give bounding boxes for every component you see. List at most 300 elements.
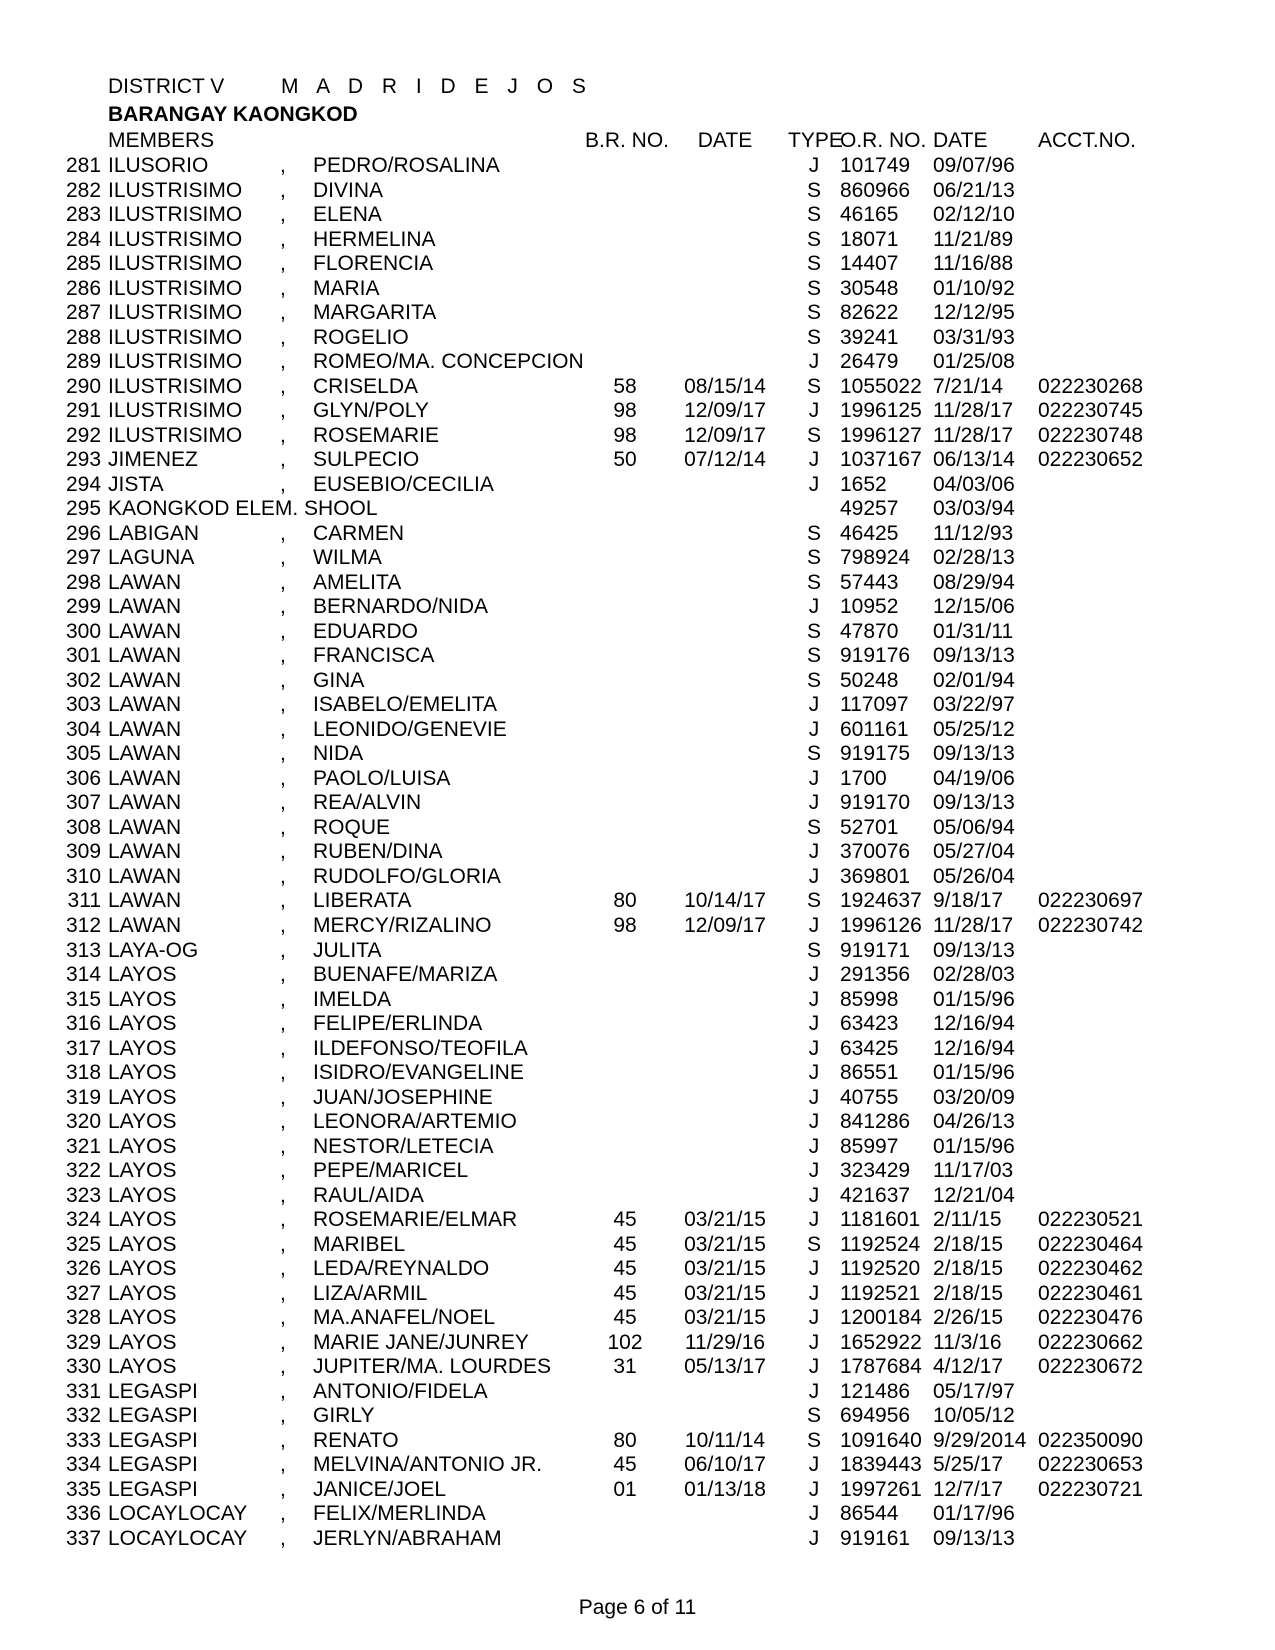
row-number: 306 bbox=[66, 766, 102, 790]
membership-type: J bbox=[808, 1306, 820, 1330]
row-number: 282 bbox=[66, 178, 102, 202]
last-name: LAYOS bbox=[108, 1257, 177, 1281]
last-name: LAYOS bbox=[108, 1110, 177, 1134]
membership-type: J bbox=[808, 1183, 820, 1207]
or-date: 11/3/16 bbox=[933, 1330, 1002, 1354]
membership-type: S bbox=[806, 570, 821, 594]
membership-type: J bbox=[808, 840, 820, 864]
or-date: 11/28/17 bbox=[933, 399, 1014, 423]
account-number: 022230721 bbox=[1038, 1477, 1144, 1501]
or-date: 02/01/94 bbox=[933, 668, 1015, 692]
or-number: 291356 bbox=[840, 963, 911, 987]
membership-type: J bbox=[808, 1526, 820, 1550]
last-name: LAYOS bbox=[108, 1208, 177, 1232]
or-number: 18071 bbox=[840, 227, 899, 251]
first-name: SULPECIO bbox=[313, 448, 420, 472]
or-date: 11/12/93 bbox=[933, 521, 1014, 545]
or-date: 01/17/96 bbox=[933, 1502, 1015, 1526]
last-name: LOCAYLOCAY bbox=[108, 1526, 248, 1550]
br-number: 58 bbox=[613, 374, 637, 398]
district-label: DISTRICT V bbox=[108, 75, 225, 98]
member-row bbox=[0, 1331, 1275, 1356]
or-number: 1091640 bbox=[840, 1428, 922, 1452]
row-number: 291 bbox=[66, 399, 102, 423]
member-row bbox=[0, 816, 1275, 841]
member-row bbox=[0, 669, 1275, 694]
first-name: BUENAFE/MARIZA bbox=[313, 963, 498, 987]
or-date: 9/18/17 bbox=[933, 889, 1004, 913]
br-number: 45 bbox=[613, 1306, 637, 1330]
first-name: JUAN/JOSEPHINE bbox=[313, 1085, 493, 1109]
row-number: 337 bbox=[66, 1526, 102, 1550]
or-number: 1652 bbox=[840, 472, 887, 496]
br-number: 98 bbox=[613, 423, 637, 447]
row-number: 314 bbox=[66, 963, 102, 987]
name-separator: , bbox=[280, 448, 286, 472]
row-number: 296 bbox=[66, 521, 102, 545]
first-name: PEPE/MARICEL bbox=[313, 1159, 469, 1183]
member-row bbox=[0, 1110, 1275, 1135]
last-name: LAYOS bbox=[108, 1085, 177, 1109]
membership-type: S bbox=[806, 374, 821, 398]
or-date: 2/26/15 bbox=[933, 1306, 1004, 1330]
last-name: KAONGKOD ELEM. SHOOL bbox=[108, 497, 378, 521]
member-row bbox=[0, 595, 1275, 620]
row-number: 335 bbox=[66, 1477, 102, 1501]
account-number: 022350090 bbox=[1038, 1428, 1144, 1452]
membership-type: S bbox=[806, 644, 821, 668]
member-row bbox=[0, 693, 1275, 718]
membership-type: J bbox=[808, 595, 820, 619]
member-row bbox=[0, 620, 1275, 645]
or-date: 9/29/2014 bbox=[933, 1428, 1027, 1452]
first-name: ANTONIO/FIDELA bbox=[313, 1379, 488, 1403]
first-name: HERMELINA bbox=[313, 227, 436, 251]
name-separator: , bbox=[280, 987, 286, 1011]
br-number: 45 bbox=[613, 1453, 637, 1477]
first-name: JANICE/JOEL bbox=[313, 1477, 447, 1501]
last-name: ILUSORIO bbox=[108, 154, 209, 177]
row-number: 333 bbox=[66, 1428, 102, 1452]
name-separator: , bbox=[280, 1232, 286, 1256]
name-separator: , bbox=[280, 595, 286, 619]
last-name: LAYOS bbox=[108, 1036, 177, 1060]
first-name: REA/ALVIN bbox=[313, 791, 422, 815]
first-name: ROMEO/MA. CONCEPCION bbox=[313, 350, 584, 374]
account-number: 022230745 bbox=[1038, 399, 1144, 423]
name-separator: , bbox=[280, 791, 286, 815]
or-date: 04/19/06 bbox=[933, 766, 1015, 790]
or-number: 10952 bbox=[840, 595, 899, 619]
first-name: MARIA bbox=[313, 276, 380, 300]
br-number: 45 bbox=[613, 1208, 637, 1232]
membership-type: J bbox=[808, 1281, 820, 1305]
or-number: 57443 bbox=[840, 570, 899, 594]
name-separator: , bbox=[280, 472, 286, 496]
member-row bbox=[0, 1086, 1275, 1111]
last-name: LAYOS bbox=[108, 987, 177, 1011]
row-number: 290 bbox=[66, 374, 102, 398]
or-number: 30548 bbox=[840, 276, 899, 300]
last-name: LAYOS bbox=[108, 1281, 177, 1305]
name-separator: , bbox=[280, 399, 286, 423]
row-number: 309 bbox=[66, 840, 102, 864]
last-name: LAWAN bbox=[108, 619, 182, 643]
br-date: 06/10/17 bbox=[684, 1453, 766, 1477]
last-name: LAYA-OG bbox=[108, 938, 199, 962]
col-members: MEMBERS bbox=[108, 129, 215, 152]
membership-type: J bbox=[808, 154, 820, 177]
member-row bbox=[0, 375, 1275, 400]
last-name: LABIGAN bbox=[108, 521, 200, 545]
br-number: 45 bbox=[613, 1232, 637, 1256]
name-separator: , bbox=[280, 1134, 286, 1158]
or-date: 05/27/04 bbox=[933, 840, 1015, 864]
member-row bbox=[0, 1208, 1275, 1233]
or-date: 02/12/10 bbox=[933, 203, 1015, 227]
membership-type: J bbox=[808, 1502, 820, 1526]
br-number: 45 bbox=[613, 1281, 637, 1305]
name-separator: , bbox=[280, 301, 286, 325]
or-date: 01/10/92 bbox=[933, 276, 1015, 300]
name-separator: , bbox=[280, 864, 286, 888]
or-number: 14407 bbox=[840, 252, 899, 276]
last-name: LAWAN bbox=[108, 791, 182, 815]
row-number: 324 bbox=[66, 1208, 102, 1232]
membership-type: S bbox=[806, 301, 821, 325]
or-number: 52701 bbox=[840, 815, 899, 839]
name-separator: , bbox=[280, 1183, 286, 1207]
or-date: 4/12/17 bbox=[933, 1355, 1004, 1379]
first-name: ROQUE bbox=[313, 815, 391, 839]
last-name: LAYOS bbox=[108, 1183, 177, 1207]
row-number: 304 bbox=[66, 717, 102, 741]
row-number: 305 bbox=[66, 742, 102, 766]
row-number: 328 bbox=[66, 1306, 102, 1330]
account-number: 022230521 bbox=[1038, 1208, 1144, 1232]
row-number: 322 bbox=[66, 1159, 102, 1183]
name-separator: , bbox=[280, 1159, 286, 1183]
or-date: 12/21/04 bbox=[933, 1183, 1015, 1207]
first-name: EUSEBIO/CECILIA bbox=[313, 472, 494, 496]
last-name: LEGASPI bbox=[108, 1404, 198, 1428]
member-row bbox=[0, 399, 1275, 424]
membership-type: J bbox=[808, 448, 820, 472]
or-date: 01/15/96 bbox=[933, 1134, 1015, 1158]
last-name: LAYOS bbox=[108, 1355, 177, 1379]
row-number: 331 bbox=[66, 1379, 102, 1403]
account-number: 022230653 bbox=[1038, 1453, 1144, 1477]
member-row bbox=[0, 791, 1275, 816]
membership-type: J bbox=[808, 1453, 820, 1477]
membership-type: J bbox=[808, 350, 820, 374]
name-separator: , bbox=[280, 1110, 286, 1134]
membership-type: S bbox=[806, 252, 821, 276]
or-date: 10/05/12 bbox=[933, 1404, 1015, 1428]
last-name: LAYOS bbox=[108, 1061, 177, 1085]
last-name: ILUSTRISIMO bbox=[108, 399, 243, 423]
or-number: 860966 bbox=[840, 178, 911, 202]
first-name: EDUARDO bbox=[313, 619, 419, 643]
row-number: 325 bbox=[66, 1232, 102, 1256]
last-name: ILUSTRISIMO bbox=[108, 350, 243, 374]
last-name: LEGASPI bbox=[108, 1428, 198, 1452]
first-name: PAOLO/LUISA bbox=[313, 766, 451, 790]
member-row bbox=[0, 1282, 1275, 1307]
br-date: 12/09/17 bbox=[684, 399, 766, 423]
br-date: 10/14/17 bbox=[684, 889, 766, 913]
or-number: 1037167 bbox=[840, 448, 922, 472]
or-date: 05/06/94 bbox=[933, 815, 1015, 839]
membership-type: J bbox=[808, 1036, 820, 1060]
br-date: 03/21/15 bbox=[684, 1257, 766, 1281]
name-separator: , bbox=[280, 1036, 286, 1060]
member-row bbox=[0, 742, 1275, 767]
last-name: ILUSTRISIMO bbox=[108, 252, 243, 276]
name-separator: , bbox=[280, 1477, 286, 1501]
last-name: LAWAN bbox=[108, 668, 182, 692]
row-number: 292 bbox=[66, 423, 102, 447]
membership-type: J bbox=[808, 1134, 820, 1158]
row-number: 298 bbox=[66, 570, 102, 594]
br-date: 07/12/14 bbox=[684, 448, 766, 472]
row-number: 320 bbox=[66, 1110, 102, 1134]
first-name: FELIPE/ERLINDA bbox=[313, 1012, 483, 1036]
last-name: LEGASPI bbox=[108, 1379, 198, 1403]
name-separator: , bbox=[280, 1012, 286, 1036]
or-number: 1192521 bbox=[840, 1281, 921, 1305]
or-date: 03/31/93 bbox=[933, 325, 1015, 349]
last-name: LAYOS bbox=[108, 963, 177, 987]
name-separator: , bbox=[280, 1502, 286, 1526]
membership-type: J bbox=[808, 963, 820, 987]
member-row bbox=[0, 1478, 1275, 1503]
row-number: 334 bbox=[66, 1453, 102, 1477]
account-number: 022230461 bbox=[1038, 1281, 1144, 1305]
last-name: LAWAN bbox=[108, 815, 182, 839]
membership-type: S bbox=[806, 227, 821, 251]
last-name: LAWAN bbox=[108, 742, 182, 766]
or-date: 06/21/13 bbox=[933, 178, 1015, 202]
br-date: 03/21/15 bbox=[684, 1281, 766, 1305]
or-number: 694956 bbox=[840, 1404, 911, 1428]
first-name: MARIBEL bbox=[313, 1232, 406, 1256]
membership-type: J bbox=[808, 1159, 820, 1183]
member-row bbox=[0, 1233, 1275, 1258]
or-number: 39241 bbox=[840, 325, 899, 349]
first-name: ISABELO/EMELITA bbox=[313, 693, 498, 717]
last-name: LAGUNA bbox=[108, 546, 195, 570]
first-name: PEDRO/ROSALINA bbox=[313, 154, 500, 177]
or-number: 370076 bbox=[840, 840, 911, 864]
row-number: 315 bbox=[66, 987, 102, 1011]
last-name: JISTA bbox=[108, 472, 164, 496]
first-name: ILDEFONSO/TEOFILA bbox=[313, 1036, 528, 1060]
row-number: 302 bbox=[66, 668, 102, 692]
or-date: 08/29/94 bbox=[933, 570, 1015, 594]
row-number: 332 bbox=[66, 1404, 102, 1428]
barangay-label: BARANGAY KAONGKOD bbox=[108, 103, 358, 126]
last-name: ILUSTRISIMO bbox=[108, 227, 243, 251]
first-name: CARMEN bbox=[313, 521, 405, 545]
row-number: 288 bbox=[66, 325, 102, 349]
member-row bbox=[0, 939, 1275, 964]
br-number: 01 bbox=[613, 1477, 637, 1501]
membership-type: J bbox=[808, 1330, 820, 1354]
or-number: 1996125 bbox=[840, 399, 922, 423]
name-separator: , bbox=[280, 374, 286, 398]
membership-type: J bbox=[808, 1208, 820, 1232]
name-separator: , bbox=[280, 570, 286, 594]
name-separator: , bbox=[280, 619, 286, 643]
br-date: 10/11/14 bbox=[684, 1428, 766, 1452]
br-number: 98 bbox=[613, 913, 637, 937]
br-number: 50 bbox=[613, 448, 637, 472]
last-name: ILUSTRISIMO bbox=[108, 178, 243, 202]
name-separator: , bbox=[280, 815, 286, 839]
membership-type: S bbox=[806, 1428, 821, 1452]
or-date: 11/16/88 bbox=[933, 252, 1014, 276]
br-date: 03/21/15 bbox=[684, 1306, 766, 1330]
name-separator: , bbox=[280, 742, 286, 766]
row-number: 300 bbox=[66, 619, 102, 643]
name-separator: , bbox=[280, 227, 286, 251]
member-row bbox=[0, 522, 1275, 547]
row-number: 293 bbox=[66, 448, 102, 472]
or-number: 47870 bbox=[840, 619, 899, 643]
member-row bbox=[0, 889, 1275, 914]
member-row bbox=[0, 448, 1275, 473]
name-separator: , bbox=[280, 644, 286, 668]
row-number: 336 bbox=[66, 1502, 102, 1526]
name-separator: , bbox=[280, 546, 286, 570]
br-number: 80 bbox=[613, 889, 637, 913]
name-separator: , bbox=[280, 350, 286, 374]
membership-type: S bbox=[806, 889, 821, 913]
row-number: 301 bbox=[66, 644, 102, 668]
member-row bbox=[0, 718, 1275, 743]
br-date: 05/13/17 bbox=[684, 1355, 766, 1379]
row-number: 299 bbox=[66, 595, 102, 619]
br-number: 80 bbox=[613, 1428, 637, 1452]
br-date: 01/13/18 bbox=[684, 1477, 766, 1501]
name-separator: , bbox=[280, 693, 286, 717]
or-number: 46425 bbox=[840, 521, 899, 545]
membership-type: S bbox=[806, 423, 821, 447]
membership-type: S bbox=[806, 276, 821, 300]
last-name: LAWAN bbox=[108, 717, 182, 741]
row-number: 285 bbox=[66, 252, 102, 276]
or-number: 1996126 bbox=[840, 913, 922, 937]
or-date: 7/21/14 bbox=[933, 374, 1004, 398]
last-name: LAYOS bbox=[108, 1306, 177, 1330]
member-row bbox=[0, 154, 1275, 179]
last-name: LAYOS bbox=[108, 1012, 177, 1036]
or-date: 11/28/17 bbox=[933, 913, 1014, 937]
or-date: 04/26/13 bbox=[933, 1110, 1015, 1134]
first-name: AMELITA bbox=[313, 570, 402, 594]
or-date: 04/03/06 bbox=[933, 472, 1015, 496]
name-separator: , bbox=[280, 325, 286, 349]
br-date: 03/21/15 bbox=[684, 1232, 766, 1256]
membership-type: S bbox=[806, 1404, 821, 1428]
membership-type: J bbox=[808, 864, 820, 888]
last-name: LAWAN bbox=[108, 864, 182, 888]
account-number: 022230742 bbox=[1038, 913, 1144, 937]
or-date: 11/21/89 bbox=[933, 227, 1014, 251]
name-separator: , bbox=[280, 178, 286, 202]
or-date: 09/13/13 bbox=[933, 791, 1015, 815]
or-date: 02/28/03 bbox=[933, 963, 1015, 987]
name-separator: , bbox=[280, 1330, 286, 1354]
br-date: 03/21/15 bbox=[684, 1208, 766, 1232]
first-name: RUBEN/DINA bbox=[313, 840, 443, 864]
name-separator: , bbox=[280, 1526, 286, 1550]
row-number: 319 bbox=[66, 1085, 102, 1109]
account-number: 022230652 bbox=[1038, 448, 1144, 472]
membership-type: S bbox=[806, 668, 821, 692]
account-number: 022230462 bbox=[1038, 1257, 1144, 1281]
last-name: LAWAN bbox=[108, 570, 182, 594]
or-date: 09/13/13 bbox=[933, 938, 1015, 962]
membership-type: S bbox=[806, 203, 821, 227]
member-row bbox=[0, 473, 1275, 498]
or-date: 01/25/08 bbox=[933, 350, 1015, 374]
or-number: 919176 bbox=[840, 644, 911, 668]
member-row bbox=[0, 1037, 1275, 1062]
or-number: 82622 bbox=[840, 301, 899, 325]
or-date: 2/18/15 bbox=[933, 1281, 1004, 1305]
row-number: 295 bbox=[66, 497, 102, 521]
member-row bbox=[0, 326, 1275, 351]
or-date: 03/22/97 bbox=[933, 693, 1015, 717]
first-name: ROGELIO bbox=[313, 325, 409, 349]
first-name: ISIDRO/EVANGELINE bbox=[313, 1061, 524, 1085]
name-separator: , bbox=[280, 717, 286, 741]
name-separator: , bbox=[280, 668, 286, 692]
first-name: RAUL/AIDA bbox=[313, 1183, 424, 1207]
row-number: 297 bbox=[66, 546, 102, 570]
membership-type: J bbox=[808, 1110, 820, 1134]
or-date: 05/17/97 bbox=[933, 1379, 1015, 1403]
first-name: RUDOLFO/GLORIA bbox=[313, 864, 501, 888]
row-number: 286 bbox=[66, 276, 102, 300]
row-number: 310 bbox=[66, 864, 102, 888]
col-or-no: O.R. NO. bbox=[840, 129, 927, 152]
first-name: ELENA bbox=[313, 203, 382, 227]
last-name: ILUSTRISIMO bbox=[108, 203, 243, 227]
last-name: LEGASPI bbox=[108, 1477, 198, 1501]
or-number: 919170 bbox=[840, 791, 911, 815]
or-number: 919171 bbox=[840, 938, 911, 962]
br-date: 12/09/17 bbox=[684, 423, 766, 447]
first-name: LEONORA/ARTEMIO bbox=[313, 1110, 517, 1134]
or-date: 03/03/94 bbox=[933, 497, 1015, 521]
membership-type: J bbox=[808, 1355, 820, 1379]
membership-type: J bbox=[808, 1379, 820, 1403]
name-separator: , bbox=[280, 203, 286, 227]
or-number: 798924 bbox=[840, 546, 911, 570]
last-name: LAWAN bbox=[108, 889, 182, 913]
row-number: 327 bbox=[66, 1281, 102, 1305]
member-row bbox=[0, 988, 1275, 1013]
first-name: NESTOR/LETECIA bbox=[313, 1134, 494, 1158]
member-row bbox=[0, 203, 1275, 228]
member-row bbox=[0, 767, 1275, 792]
member-row bbox=[0, 1184, 1275, 1209]
or-date: 5/25/17 bbox=[933, 1453, 1004, 1477]
or-date: 12/16/94 bbox=[933, 1012, 1015, 1036]
